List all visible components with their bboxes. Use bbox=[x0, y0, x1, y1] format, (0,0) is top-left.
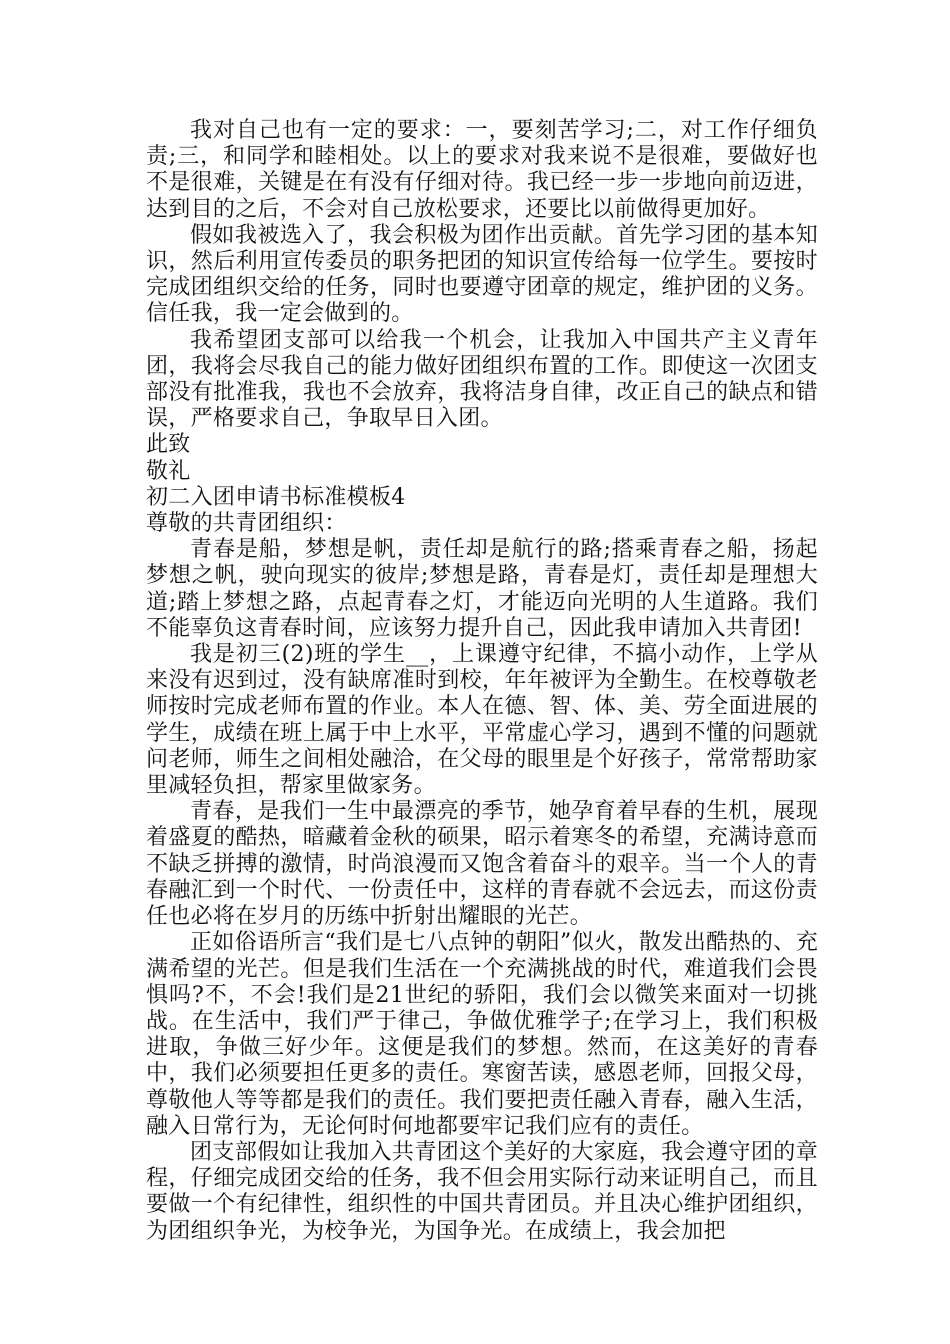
paragraph-pledge: 团支部假如让我加入共青团这个美好的大家庭，我会遵守团的章程，仔细完成团交给的任务，我不但会用实际行动来证明自己，而且要做一个有纪律性，组织性的中国共青团员。并且决心维护团组织，为团组织争光，为校争光，为国争光。在成绩上，我会加把 bbox=[146, 1139, 818, 1244]
paragraph-morning-sun: 正如俗语所言“我们是七八点钟的朝阳”似火，散发出酷热的、充满希望的光芒。但是我们生活在一个充满挑战的时代，难道我们会畏惧吗?不，不会!我们是21世纪的骄阳，我们会以微笑来面对一切挑战。在生活中，我们严于律己，争做优雅学子;在学习上，我们积极进取，争做三好少年。这便是我们的梦想。然而，在这美好的青春中，我们必须要担任更多的责任。寒窗苦读，感恩老师，回报父母，尊敬他人等等都是我们的责任。我们要把责任融入青春，融入生活，融入日常行为，无论何时何地都要牢记我们应有的责任。 bbox=[146, 930, 818, 1139]
paragraph-youth-season: 青春，是我们一生中最漂亮的季节，她孕育着早春的生机，展现着盛夏的酷热，暗藏着金秋的硕果，昭示着寒冬的希望，充满诗意而不缺乏拼搏的激情，时尚浪漫而又饱含着奋斗的艰辛。当一个人的青春融汇到一个时代、一份责任中，这样的青春就不会远去，而这份责任也必将在岁月的历练中折射出耀眼的光芒。 bbox=[146, 799, 818, 930]
template-heading: 初二入团申请书标准模板4 bbox=[146, 484, 406, 510]
paragraph-requirements: 我对自己也有一定的要求：一，要刻苦学习;二，对工作仔细负责;三，和同学和睦相处。以上的要求对我来说不是很难，要做好也不是很难，关键是在有没有仔细对待。我已经一步一步地向前迈进，达到目的之后，不会对自己放松要求，还要比以前做得更加好。 bbox=[146, 118, 818, 222]
paragraph-student-intro: 我是初三(2)班的学生__，上课遵守纪律，不搞小动作，上学从来没有迟到过，没有缺席准时到校，年年被评为全勤生。在校尊敬老师按时完成老师布置的作业。本人在德、智、体、美、劳全面进展的学生，成绩在班上属于中上水平，平常虚心学习，遇到不懂的问题就问老师，师生之间相处融洽，在父母的眼里是个好孩子，常常帮助家里减轻负担，帮家里做家务。 bbox=[146, 642, 818, 799]
paragraph-contribution: 假如我被选入了，我会积极为团作出贡献。首先学习团的基本知识，然后利用宣传委员的职务把团的知识宣传给每一位学生。要按时完成团组织交给的任务，同时也要遵守团章的规定，维护团的义务。信任我，我一定会做到的。 bbox=[146, 222, 818, 327]
paragraph-youth-ship: 青春是船，梦想是帆，责任却是航行的路;搭乘青春之船，扬起梦想之帆，驶向现实的彼岸;梦想是路，青春是灯，责任却是理想大道;踏上梦想之路，点起青春之灯，才能迈向光明的人生道路。我们不能辜负这青春时间，应该努力提升自己，因此我申请加入共青团! bbox=[146, 537, 818, 641]
document-body bbox=[146, 118, 818, 1245]
paragraph-hope: 我希望团支部可以给我一个机会，让我加入中国共产主义青年团，我将会尽我自己的能力做好团组织布置的工作。即使这一次团支部没有批准我，我也不会放弃，我将洁身自律，改正自己的缺点和错误，严格要求自己，争取早日入团。 bbox=[146, 327, 818, 432]
closing-jingli: 敬礼 bbox=[146, 458, 191, 484]
salutation: 尊敬的共青团组织： bbox=[146, 511, 347, 537]
closing-cizhi: 此致 bbox=[146, 432, 191, 458]
